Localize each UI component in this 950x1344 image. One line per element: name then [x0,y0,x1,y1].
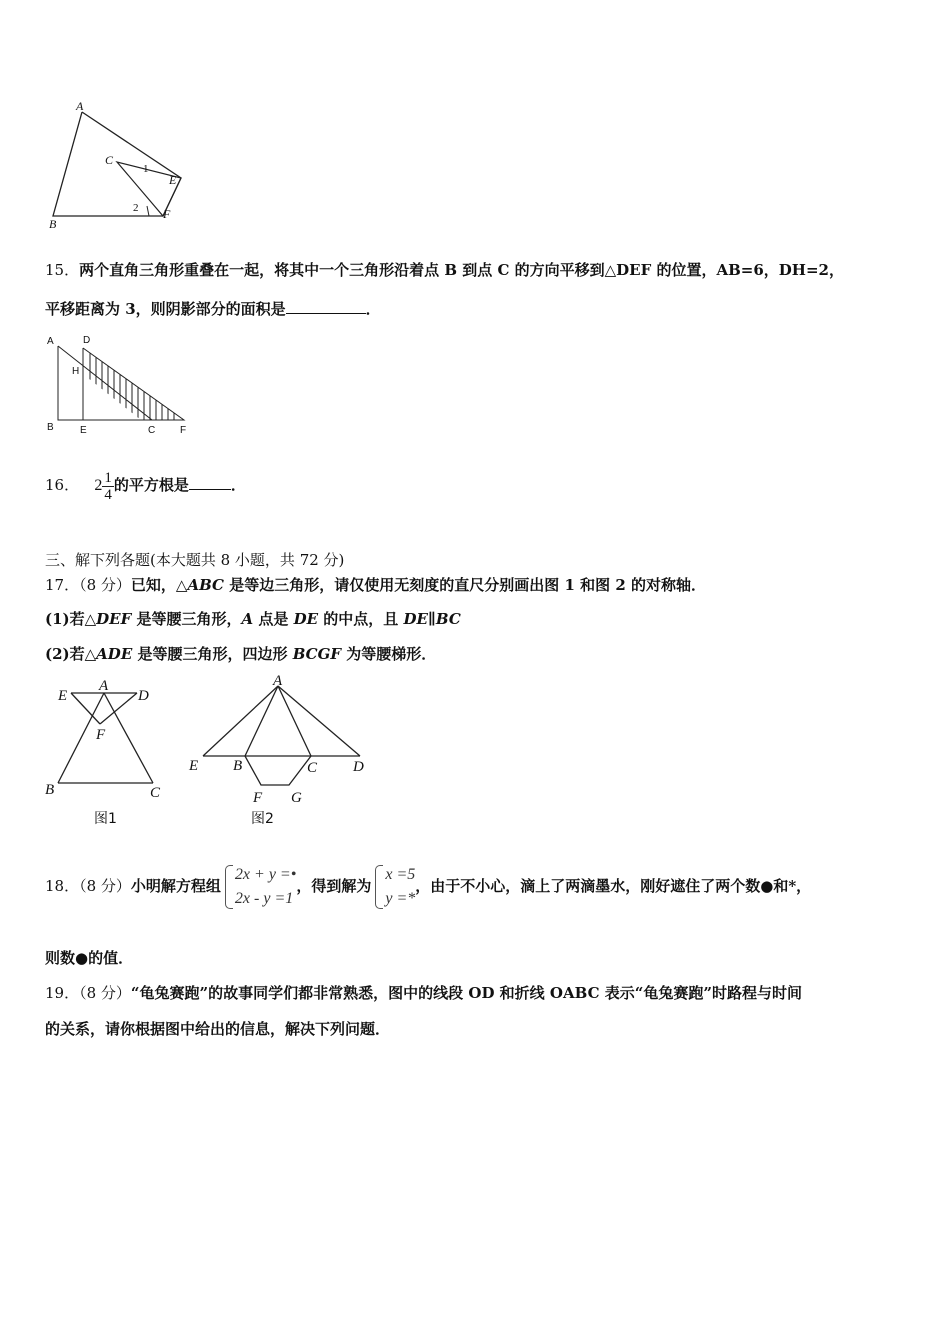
q18-text-b: ，得到解为 [296,877,372,895]
q17-part2 [45,644,436,664]
fig2-label-G: G [291,790,302,806]
figure-q15 [44,332,194,437]
q16-fraction [102,470,114,503]
q17-p1-def: DEF [96,610,132,628]
q15-stem-line1: 两个直角三角形重叠在一起，将其中一个三角形沿着点 B 到点 C 的方向平移到△DEF 的位置，AB=6，DH=2， [79,261,844,279]
q16-number: 16． [45,476,80,494]
q18-line2: 则数●的值． [45,949,134,967]
fig15-label-A: A [47,336,54,347]
q16-period: ． [230,476,246,494]
q19-line2: 的关系，请你根据图中给出的信息，解决下列问题． [45,1020,391,1038]
q18-sol1: x =5 [385,866,416,883]
fig14-label-2: 2 [133,202,139,214]
q16-denominator: 4 [104,486,112,503]
q15-stem-line2: 平移距离为 3，则阴影部分的面积是 [45,300,286,318]
q18-number: 18． [45,877,80,895]
q16-numerator: 1 [104,469,112,486]
q17-p1-de: DE [293,610,319,628]
q15-period: ． [365,300,381,318]
fig15-label-H: H [72,366,80,377]
q17-p2-mid: 是等腰三角形，四边形 [132,645,293,663]
q19-stem-line1: “龟兔赛跑”的故事同学们都非常熟悉，图中的线段 OD 和折线 OABC 表示“龟兔赛跑”时路程与时间 [130,984,802,1002]
fig2-label-F: F [253,790,263,806]
q15-line2 [45,299,381,319]
q17-p1-pre: (1)若△ [45,610,97,628]
q17-p1-debc: DE∥BC [403,610,461,628]
q18-equation-system [225,863,296,911]
q18-system-brace [225,865,233,909]
q17-stem-pre: 已知，△ [130,576,188,594]
q18-text-c: ，由于不小心，滴上了两滴墨水，刚好遮住了两个数●和*， [415,877,812,895]
q17-p1-mid1: 是等腰三角形， [131,610,242,628]
q17-stem-post: 是等边三角形，请仅使用无刻度的直尺分别画出图 1 和图 2 的对称轴． [224,576,706,594]
fig2-label-D: D [353,759,364,775]
fig14-label-E: E [169,173,177,187]
q17-stem-abc: ABC [187,576,224,594]
fig2-label-A: A [273,673,283,689]
q16-whole: 2 [94,477,103,494]
fig15-label-F: F [180,425,187,436]
q18-sol2: y =* [385,890,416,907]
fig15-label-B: B [47,422,54,433]
fig14-label-F: F [163,207,171,221]
fig2-label-E: E [189,758,199,774]
q17-p2-bcgf: BCGF [292,645,342,663]
fig14-label-A: A [76,99,84,113]
figure-q14 [45,98,195,233]
q16-answer-blank[interactable] [189,489,231,490]
fig15-label-D: D [83,335,91,346]
q17-p2-pre: (2)若△ [45,645,97,663]
q18-solution-system [375,863,415,911]
q17-p1-mid2: 点是 [253,610,294,628]
q17-p2-post: 为等腰梯形． [341,645,437,663]
fig14-label-1: 1 [143,163,149,175]
q17-score: （8 分） [79,576,131,594]
q18-line1 [45,858,811,914]
q15-line1 [45,260,844,280]
q18-eq2: 2x - y =1 [234,890,294,907]
fig1-caption: 图1 [94,811,117,827]
q15-number: 15． [45,261,80,279]
fig1-label-C: C [150,785,161,801]
fig14-label-B: B [49,217,57,231]
q17-p1-a: A [241,610,254,628]
q18-text-a: 小明解方程组 [130,877,221,895]
q16-line [45,468,246,503]
q16-stem: 的平方根是 [113,476,189,494]
fig1-label-B: B [45,782,55,798]
q19-score: （8 分） [79,984,131,1002]
fig2-caption: 图2 [251,811,274,827]
fig2-label-C: C [307,760,318,776]
fig1-label-F: F [96,727,106,743]
fig1-label-A: A [99,678,109,694]
fig14-label-C: C [105,153,114,167]
fig1-label-E: E [58,688,68,704]
section3-heading: 三、解下列各题(本大题共 8 小题，共 72 分) [45,551,345,569]
q17-p1-mid3: 的中点，且 [318,610,404,628]
q18-solution-brace [375,865,383,909]
figure-q17-fig1 [40,676,175,831]
q18-eq1: 2x + y =• [234,866,297,883]
q17-number: 17． [45,576,80,594]
fig15-label-C: C [148,425,156,436]
q17-p2-ade: ADE [96,645,133,663]
q18-score: （8 分） [79,877,131,895]
q17-stem [45,575,706,595]
fig1-label-D: D [138,688,149,704]
q19-number: 19． [45,984,80,1002]
q17-part1 [45,609,461,629]
fig2-label-B: B [233,758,243,774]
q15-answer-blank[interactable] [286,313,366,314]
figure-q17-fig2 [185,672,370,832]
fig15-label-E: E [80,425,87,436]
q19-line1 [45,983,802,1003]
